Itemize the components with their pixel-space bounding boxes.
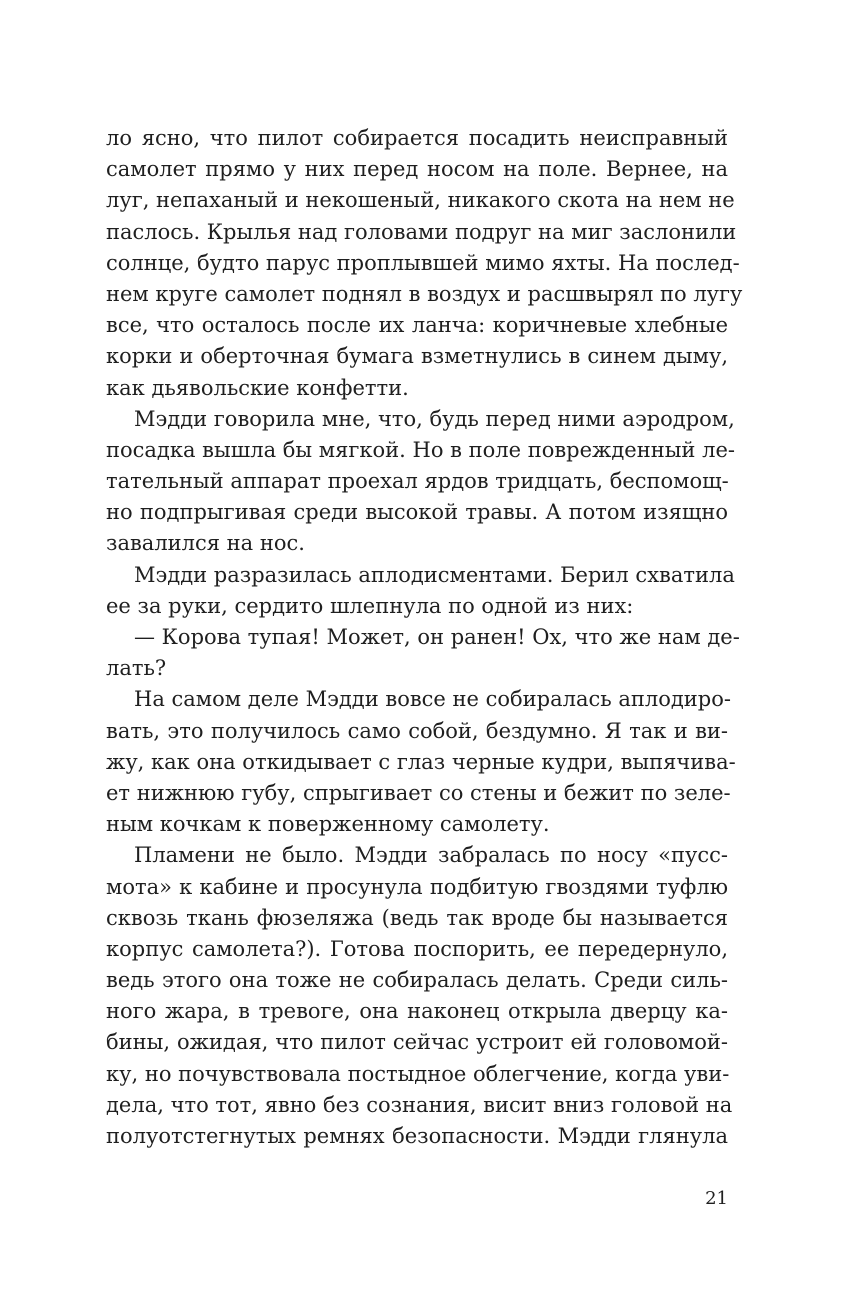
text-line: Пламени не было. Мэдди забралась по носу «пусс-	[134, 843, 728, 868]
text-line: вать, это получилось само собой, бездумно. Я так и ви-	[106, 718, 728, 743]
text-line: Мэдди разразилась аплодисментами. Берил схватила	[134, 562, 735, 587]
text-line: ет нижнюю губу, спрыгивает со стены и бежит по зеле-	[106, 780, 731, 805]
text-line: но подпрыгивая среди высокой травы. А потом изящно	[106, 500, 728, 525]
text-line: корпус самолета?). Готова поспорить, ее передернуло,	[106, 936, 728, 961]
text-line: лать?	[106, 656, 167, 681]
text-line: жу, как она откидывает с глаз черные кудри, выпячива-	[106, 749, 736, 774]
text-line: луг, непаханый и некошеный, никакого скота на нем не	[106, 188, 735, 213]
text-line: ведь этого она тоже не собиралась делать. Среди силь-	[106, 968, 728, 993]
text-line: посадка вышла бы мягкой. Но в поле поврежденный ле-	[106, 437, 735, 462]
text-line: самолет прямо у них перед носом на поле. Вернее, на	[106, 157, 728, 182]
text-line: нем круге самолет поднял в воздух и расшвырял по лугу	[106, 281, 743, 306]
text-line: Мэдди говорила мне, что, будь перед ними аэродром,	[134, 406, 735, 431]
body-text	[106, 123, 743, 1152]
text-line: — Корова тупая! Может, он ранен! Ох, что же нам де-	[134, 625, 740, 649]
text-line: мота» к кабине и просунула подбитую гвоздями туфлю	[106, 874, 728, 899]
text-line: все, что осталось после их ланча: коричневые хлебные	[106, 313, 728, 338]
text-line: На самом деле Мэдди вовсе не собиралась аплодиро-	[134, 687, 731, 712]
text-line: завалился на нос.	[106, 531, 305, 556]
text-line: солнце, будто парус проплывшей мимо яхты. На послед-	[106, 250, 740, 275]
text-line: ло ясно, что пилот собирается посадить неисправный	[106, 126, 728, 150]
text-line: тательный аппарат проехал ярдов тридцать, беспомощ-	[106, 469, 729, 494]
text-line: паслось. Крылья над головами подруг на миг заслонили	[106, 219, 737, 244]
text-line: бины, ожидая, что пилот сейчас устроит ей головомой-	[106, 1030, 728, 1055]
text-line: корки и оберточная бумага взметнулись в синем дыму,	[106, 344, 728, 369]
text-line: ным кочкам к поверженному самолету.	[106, 812, 550, 837]
text-line: ку, но почувствовала постыдное облегчение, когда уви-	[106, 1061, 730, 1086]
text-line: как дьявольские конфетти.	[106, 375, 409, 400]
text-line: сквозь ткань фюзеляжа (ведь так вроде бы называется	[106, 905, 728, 930]
text-line: полуотстегнутых ремнях безопасности. Мэдди глянула	[106, 1124, 728, 1148]
text-line: ее за руки, сердито шлепнула по одной из них:	[106, 593, 634, 618]
text-line: ного жара, в тревоге, она наконец открыла дверцу ка-	[106, 999, 728, 1024]
page-number: 21	[705, 1188, 728, 1209]
text-line: дела, что тот, явно без сознания, висит вниз головой на	[106, 1092, 733, 1117]
